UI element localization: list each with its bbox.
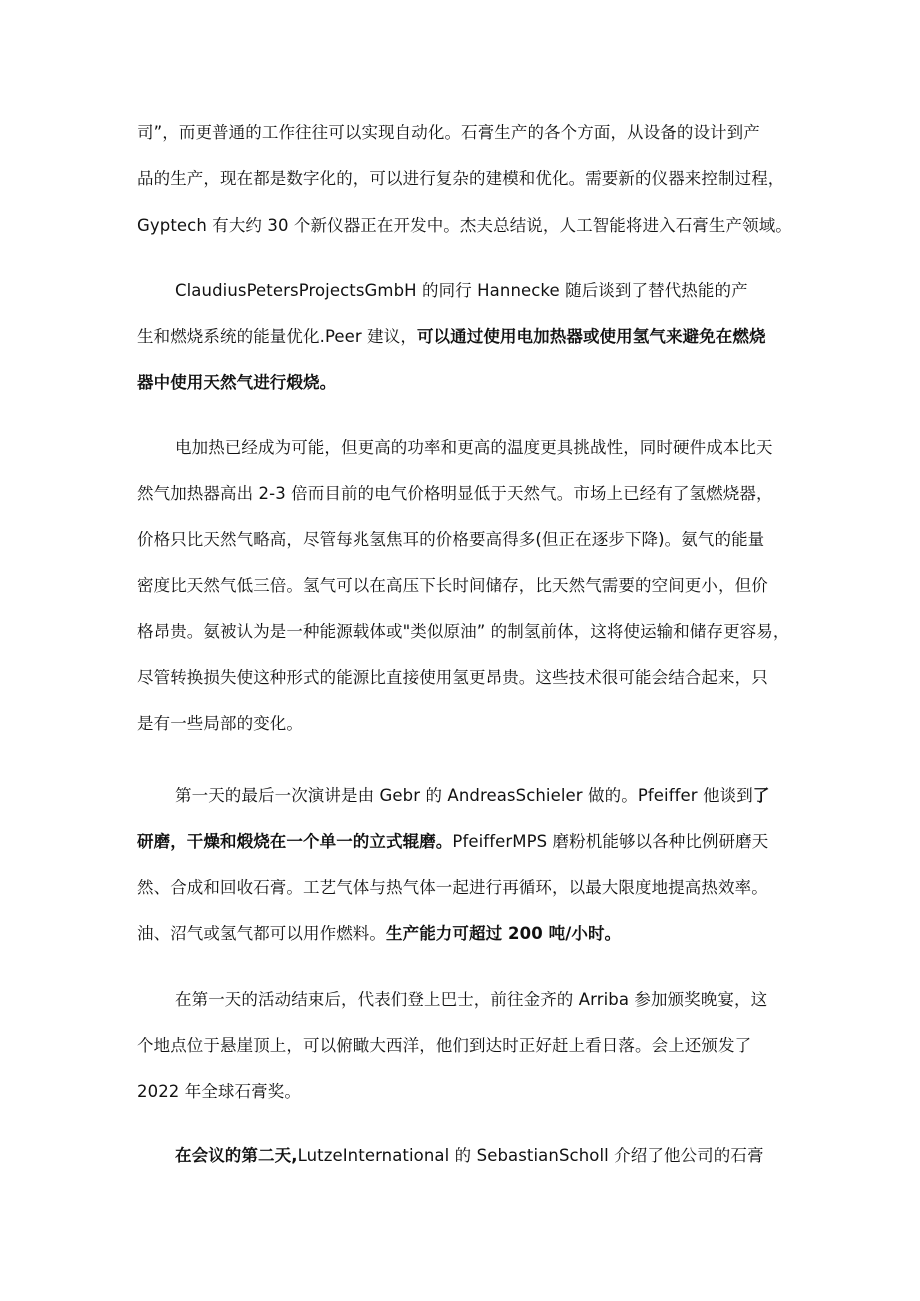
paragraph-1 xyxy=(137,113,792,246)
paragraph-5 xyxy=(137,980,787,1112)
paragraph-6 xyxy=(137,1136,787,1176)
text-line: 生和燃烧系统的能量优化.Peer 建议，可以通过使用电加热器或使用氢气来避免在燃烧 xyxy=(137,327,766,346)
bold-text: 器中使用天然气进行煅烧。 xyxy=(137,373,337,392)
text-line: 品的生产，现在都是数字化的，可以进行复杂的建模和优化。需要新的仪器来控制过程， xyxy=(137,169,785,188)
text-line: 然气加热器高出 2-3 倍而目前的电气价格明显低于天然气。市场上已经有了氢燃烧器， xyxy=(137,484,773,503)
bold-text: 可以通过使用电加热器或使用氢气来避免在燃烧 xyxy=(416,327,766,346)
text-line xyxy=(137,363,787,403)
text-line: ClaudiusPetersProjectsGmbH 的同行 Hannecke 随后谈到了替代热能的产 xyxy=(175,281,748,300)
text-line: 研磨，干燥和煅烧在一个单一的立式辊磨。PfeifferMPS 磨粉机能够以各种比例研磨天 xyxy=(137,832,769,851)
bold-text: 研磨，干燥和煅烧在一个单一的立式辊磨。 xyxy=(137,832,453,851)
paragraph-4 xyxy=(137,776,787,954)
text-line: 价格只比天然气略高，尽管每兆氢焦耳的价格要高得多(但正在逐步下降)。氨气的能量 xyxy=(137,530,765,549)
text-line: 司”，而更普通的工作往往可以实现自动化。石膏生产的各个方面，从设备的设计到产 xyxy=(137,123,760,142)
text-line: Gyptech 有大约 30 个新仪器正在开发中。杰夫总结说，人工智能将进入石膏生产领域。 xyxy=(137,216,792,235)
text-line: 2022 年全球石膏奖。 xyxy=(137,1082,301,1101)
text-line: 电加热已经成为可能，但更高的功率和更高的温度更具挑战性，同时硬件成本比天 xyxy=(175,438,773,457)
text-line: 油、沼气或氢气都可以用作燃料。生产能力可超过 200 吨/小时。 xyxy=(137,924,622,943)
text-line: 密度比天然气低三倍。氢气可以在高压下长时间储存，比天然气需要的空间更小，但价 xyxy=(137,576,768,595)
text-line: 然、合成和回收石膏。工艺气体与热气体一起进行再循环，以最大限度地提高热效率。 xyxy=(137,878,768,897)
text-line: 是有一些局部的变化。 xyxy=(137,714,303,733)
paragraph-2 xyxy=(137,271,787,403)
text-line: 第一天的最后一次演讲是由 Gebr 的 AndreasSchieler 做的。Pfeiffer 他谈到了 xyxy=(175,786,770,805)
bold-text: 了 xyxy=(752,786,770,805)
text-line: 在会议的第二天,LutzeInternational 的 SebastianScholl 介绍了他公司的石膏 xyxy=(175,1146,764,1165)
bold-text: 生产能力可超过 200 吨/小时。 xyxy=(386,924,622,943)
text-line: 尽管转换损失使这种形式的能源比直接使用氢更昂贵。这些技术很可能会结合起来，只 xyxy=(137,668,768,687)
bold-text: 在会议的第二天, xyxy=(175,1146,298,1165)
text-line: 个地点位于悬崖顶上，可以俯瞰大西洋，他们到达时正好赶上看日落。会上还颁发了 xyxy=(137,1036,752,1055)
paragraph-3 xyxy=(137,428,790,744)
text-line: 格昂贵。氨被认为是一种能源载体或"类似原油” 的制氢前体，这将使运输和储存更容易， xyxy=(137,622,790,641)
text-line: 在第一天的活动结束后，代表们登上巴士，前往金齐的 Arriba 参加颁奖晚宴，这 xyxy=(175,990,768,1009)
